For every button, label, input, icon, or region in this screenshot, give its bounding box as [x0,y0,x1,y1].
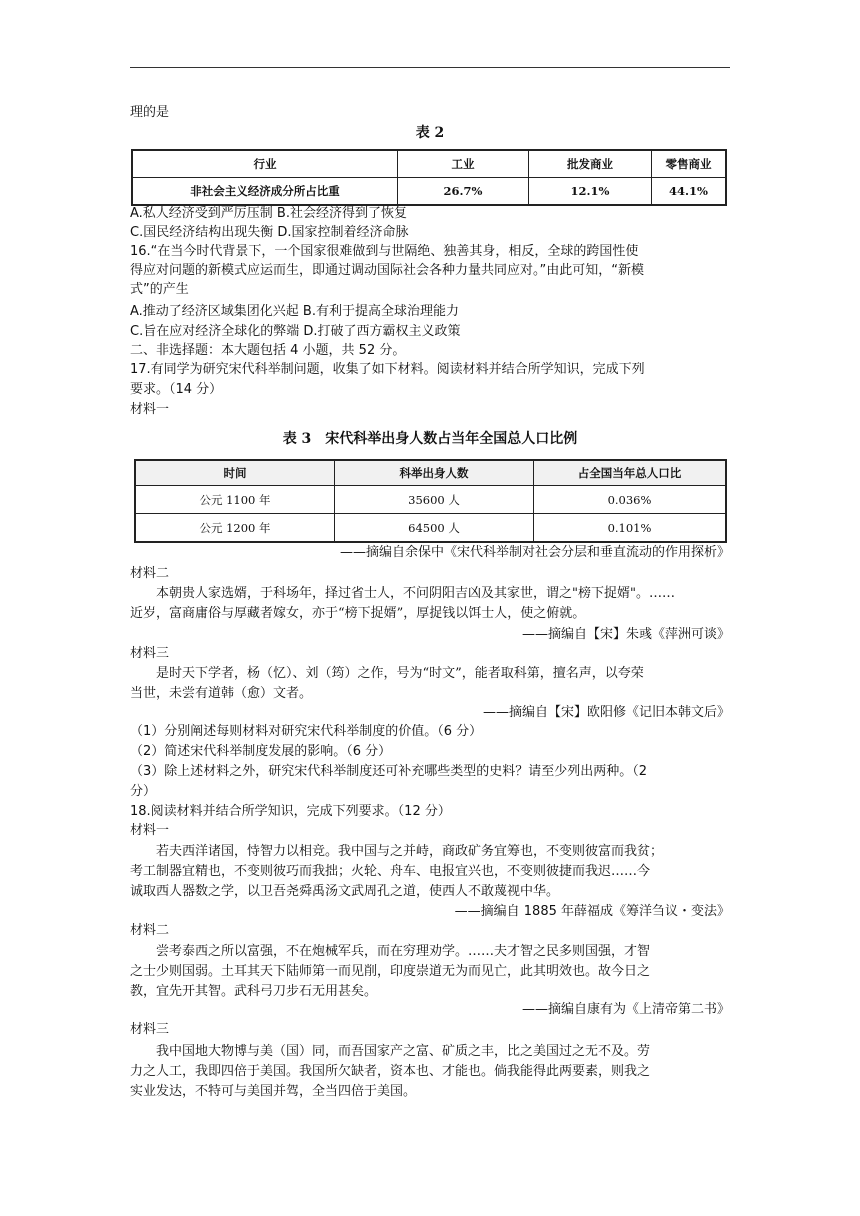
table3-cell: 35600 人 [335,486,534,514]
sub-question: （2）简述宋代科举制度发展的影响。（6 分） [130,744,392,759]
table3-header-cell: 时间 [135,460,335,486]
question-intro: 理的是 [130,105,170,120]
table3-cell: 公元 1200 年 [135,514,335,543]
material-text-line: 我中国地大物博与美（国）同，而吾国家产之富、矿质之丰，比之美国过之无不及。劳 [156,1044,651,1059]
q16-stem-line: 式”的产生 [130,282,189,297]
table2-cell: 44.1% [652,178,727,206]
table2-cell: 12.1% [529,178,652,206]
table2-header-cell: 行业 [132,150,398,178]
source-citation: ——摘编自 1885 年薛福成《筹洋刍议・变法》 [454,904,730,919]
source-citation: ——摘编自康有为《上清帝第二书》 [521,1002,730,1017]
q17-stem-line: 要求。（14 分） [130,382,223,397]
table2-cell: 26.7% [398,178,529,206]
table2-header-cell: 批发商业 [529,150,652,178]
q16-options-cd: C.旨在应对经济全球化的弊端 D.打破了西方霸权主义政策 [130,324,461,339]
material-text-line: 诚取西人器数之学，以卫吾尧舜禹汤文武周孔之道，使西人不敢蔑视中华。 [130,884,560,899]
table2-row-label: 非社会主义经济成分所占比重 [132,178,398,206]
table2 [131,149,727,206]
source-citation: ——摘编自余保中《宋代科举制对社会分层和垂直流动的作用探析》 [339,545,730,560]
material-text-line: 实业发达，不特可与美国并驾，全当四倍于美国。 [130,1084,417,1099]
table3-cell: 0.036% [534,486,727,514]
q15-options-ab: A.私人经济受到严厉压制 B.社会经济得到了恢复 [130,206,407,221]
table3-caption: 表 3 宋代科举出身人数占当年全国总人口比例 [282,431,578,447]
q15-options-cd: C.国民经济结构出现失衡 D.国家控制着经济命脉 [130,225,409,240]
material-text-line: 当世，未尝有道韩（愈）文者。 [130,686,313,701]
material-text-line: 近岁，富商庸俗与厚藏者嫁女，亦于“榜下捉婿”，厚捉钱以饵士人，使之俯就。 [130,606,586,621]
table2-header-cell: 工业 [398,150,529,178]
material-text-line: 尝考泰西之所以富强，不在炮械军兵，而在穷理劝学。……夫才智之民多则国强，才智 [156,944,651,959]
sub-question: 分） [130,784,157,799]
material-label: 材料一 [130,823,170,838]
material-text-line: 本朝贵人家选婿，于科场年，择过省士人，不问阴阳吉凶及其家世，谓之"榜下捉婿"。…… [156,586,675,601]
table3-cell: 公元 1100 年 [135,486,335,514]
table3 [134,459,727,543]
table2-caption: 表 2 [415,125,445,141]
table3-row [135,514,726,543]
material-text-line: 力之人工，我即四倍于美国。我国所欠缺者，资本也、才能也。倘我能得此两要素，则我之 [130,1064,651,1079]
sub-question: （3）除上述材料之外，研究宋代科举制度还可补充哪些类型的史料？请至少列出两种。（2 [130,764,648,779]
q17-stem-line: 17.有同学为研究宋代科举制问题，收集了如下材料。阅读材料并结合所学知识，完成下列 [130,362,645,377]
q18-stem-line: 18.阅读材料并结合所学知识，完成下列要求。（12 分） [130,804,451,819]
table2-header-cell: 零售商业 [652,150,727,178]
material-text-line: 若夫西洋诸国，恃智力以相竞。我中国与之并峙，商政矿务宜筹也，不变则彼富而我贫； [156,844,664,859]
material-text-line: 考工制器宜精也，不变则彼巧而我拙；火轮、舟车、电报宜兴也，不变则彼捷而我迟……今 [130,864,651,879]
material-label: 材料三 [130,646,170,661]
material-text-line: 之士少则国弱。土耳其天下陆师第一而见削，印度崇道无为而见亡，此其明效也。故今日之 [130,964,651,979]
table2-header-row [132,150,726,178]
header-rule [130,67,730,68]
q16-stem-line: 16.“在当今时代背景下，一个国家很难做到与世隔绝、独善其身，相反，全球的跨国性使 [130,244,639,259]
table3-header-cell: 占全国当年总人口比 [534,460,727,486]
table3-row [135,486,726,514]
material-label: 材料一 [130,402,170,417]
material-text-line: 是时天下学者，杨（忆）、刘（筠）之作，号为“时文”，能者取科第，擅名声，以夸荣 [156,666,644,681]
q16-options-ab: A.推动了经济区域集团化兴起 B.有利于提高全球治理能力 [130,304,459,319]
table3-header-cell: 科举出身人数 [335,460,534,486]
table3-cell: 64500 人 [335,514,534,543]
section-heading: 二、非选择题：本大题包括 4 小题，共 52 分。 [130,343,406,358]
source-citation: ——摘编自【宋】朱彧《萍洲可谈》 [521,627,730,642]
q16-stem-line: 得应对问题的新模式应运而生，即通过调动国际社会各种力量共同应对。”由此可知，“新模 [130,263,644,278]
material-label: 材料二 [130,923,170,938]
table3-header-row [135,460,726,486]
sub-question: （1）分别阐述每则材料对研究宋代科举制度的价值。（6 分） [130,724,483,739]
material-label: 材料二 [130,566,170,581]
table2-row [132,178,726,206]
material-text-line: 教，宜先开其智。武科弓刀步石无用甚矣。 [130,984,378,999]
source-citation: ——摘编自【宋】欧阳修《记旧本韩文后》 [482,705,730,720]
material-label: 材料三 [130,1022,170,1037]
table3-cell: 0.101% [534,514,727,543]
